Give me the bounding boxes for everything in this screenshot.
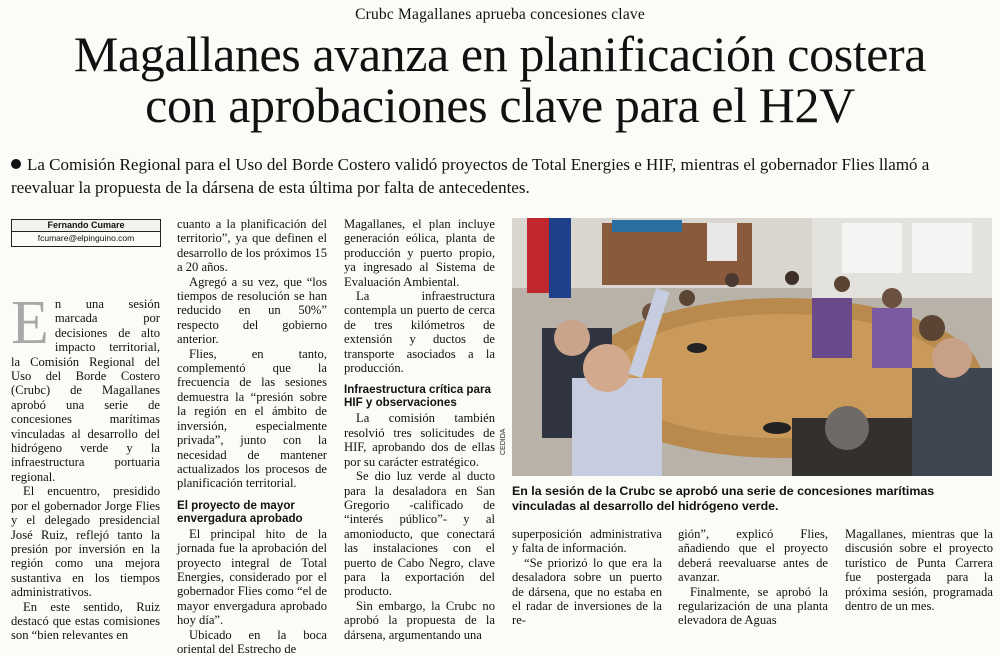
paragraph: En una sesión marcada por decisiones de alto impacto territorial, la Comisión Regional del Uso del Borde Costero (Crubc) de Magallanes aprobó una serie de concesiones marítimas vinculadas al desarrollo del hidrógeno verde y la infraestructura portuaria regional. [11,289,160,484]
column-1 [11,289,160,643]
paragraph: Sin embargo, la Crubc no aprobó la propuesta de la dársena, argumentando una [344,598,495,642]
subheading: Infraestructura crítica para HIF y observaciones [344,383,491,410]
paragraph: Magallanes, mientras que la discusión sobre el proyecto turístico de Punta Carrera fue postergada para la próxima sesión, programada dentro de un mes. [845,527,993,614]
author-email[interactable]: fcumare@elpinguino.com [37,233,135,243]
column-3 [344,217,495,642]
column-5 [678,527,828,628]
column-2 [177,217,327,656]
paragraph: superposición administrativa y falta de información. [512,527,662,556]
lede-text: La Comisión Regional para el Uso del Borde Costero validó proyectos de Total Energies e HIF, mientras el gobernador Flies llamó a reevaluar la propuesta de la dársena de esta última por falta de antecedentes. [11,155,930,197]
drop-cap: E [11,289,49,357]
article-lede [11,153,991,199]
paragraph: cuanto a la planificación del territorio”, ya que definen el desarrollo de los próximos 15 a 20 años. [177,217,327,275]
paragraph: La comisión también resolvió tres solicitudes de HIF, aprobando dos de ellas por su carácter estratégico. [344,411,495,469]
paragraph: Magallanes, el plan incluye generación eólica, planta de producción y puerto propio, ya ingresado al Sistema de Evaluación Ambiental. [344,217,495,289]
article-photo [512,218,992,476]
bullet-icon [11,159,21,169]
paragraph: gión”, explicó Flies, añadiendo que el proyecto deberá reevaluarse antes de avanzar. [678,527,828,585]
paragraph: El encuentro, presidido por el gobernador Jorge Flies y el delegado presidencial José Ruiz, reflejó tanto la presión por inversión en la región como una mejora sustantiva en los tiempos administrativos. [11,484,160,600]
paragraph: La infraestructura contempla un puerto de cerca de tres kilómetros de extensión y ductos de transporte asociados a la producción. [344,289,495,376]
column-4 [512,527,662,628]
paragraph: Agregó a su vez, que “los tiempos de resolución se han reducido en un 50%” respecto del gobierno anterior. [177,274,327,347]
article-kicker: Crubc Magallanes aprueba concesiones clave [355,6,645,23]
paragraph: El principal hito de la jornada fue la aprobación del proyecto integral de Total Energies, considerado por el gobernador Flies como “el de mayor envergadura aprobado hoy día”. [177,526,327,628]
headline-line-1: Magallanes avanza en planificación costera [73,26,927,82]
photo-credit: CEDIDA [500,428,507,455]
paragraph: “Se priorizó lo que era la desaladora sobre un puerto de dársena, que no estaba en el radar de inversiones de la re- [512,555,662,628]
subheading: El proyecto de mayor envergadura aprobado [177,498,303,525]
paragraph: Finalmente, se aprobó la regularización de una planta elevadora de Aguas [678,584,828,628]
paragraph: Flies, en tanto, complementó que la frecuencia de las sesiones demuestra la “presión sobre la región en el ámbito de inversión, especialmente privada”, junto con la necesidad de mantener actualizados los procesos de planificación territorial. [177,346,327,491]
photo-caption: En la sesión de la Crubc se aprobó una serie de concesiones marítimas vinculadas al desarrollo del hidrógeno verde. [512,484,935,513]
headline-line-2: con aprobaciones clave para el H2V [145,77,855,133]
author-name: Fernando Cumare [12,220,160,232]
paragraph: Ubicado en la boca oriental del Estrecho de [177,627,327,656]
paragraph: Se dio luz verde al ducto para la desaladora en San Gregorio -calificado de “interés público”- y al amonioducto, que conectará las instalaciones con el puerto de Cabo Negro, clave para la exportación del producto. [344,469,495,599]
paragraph: En este sentido, Ruiz destacó que estas comisiones son “bien relevantes en [11,599,160,643]
column-6 [845,527,993,613]
photo-illustration [512,218,992,476]
byline-box [11,219,161,247]
article-headline [0,26,1000,133]
